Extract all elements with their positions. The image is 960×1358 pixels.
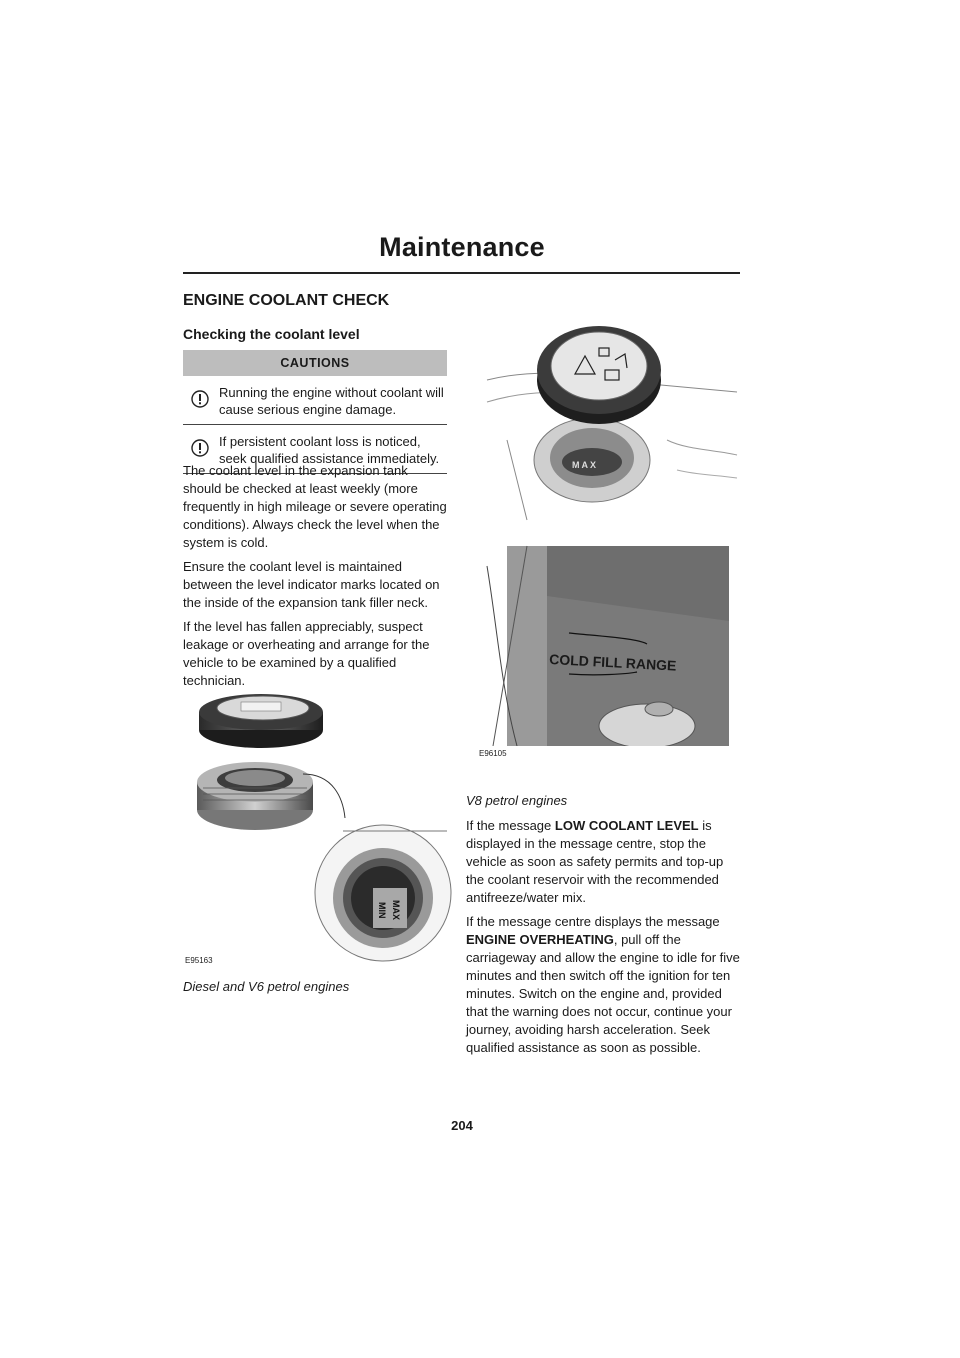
left-column-text (183, 462, 447, 696)
page-title: Maintenance (379, 232, 545, 262)
cautions-header: CAUTIONS (183, 350, 447, 376)
message-engine-overheating: ENGINE OVERHEATING (466, 932, 614, 947)
right-column-text (466, 792, 742, 1063)
paragraph: The coolant level in the expansion tank should be checked at least weekly (more frequently in high mileage or severe operating conditions). Always check the level when the system is cold. (183, 463, 447, 550)
caution-item (183, 376, 447, 425)
figure-id: E95163 (185, 956, 213, 965)
page-number: 204 (451, 1118, 473, 1133)
caution-icon (191, 390, 209, 408)
paragraph: Ensure the coolant level is maintained between the level indicator marks located on the inside of the expansion tank filler neck. (183, 559, 440, 610)
max-mark-label: MAX (572, 460, 598, 470)
cold-fill-range-label: COLD FILL RANGE (548, 651, 677, 674)
paragraph: If the level has fallen appreciably, suspect leakage or overheating and arrange for the vehicle to be examined by a qualified technician. (183, 619, 430, 688)
figure-caption: V8 petrol engines (466, 793, 568, 808)
coolant-cap-v8-illustration (487, 310, 737, 520)
caution-icon (191, 439, 209, 457)
title-divider (183, 272, 740, 274)
paragraph: If the message LOW COOLANT LEVEL is displayed in the message centre, stop the vehicle as soon as safety permits and top-up the coolant reservoir with the recommended antifreeze/water mix. (466, 818, 724, 905)
cold-fill-range-illustration (479, 546, 729, 758)
section-title: ENGINE COOLANT CHECK (183, 292, 390, 309)
figure-id: E96105 (479, 749, 507, 758)
max-mark-label: MAX (391, 900, 401, 920)
caution-text: If persistent coolant loss is noticed, seek qualified assistance immediately. (219, 434, 440, 466)
figure-caption: Diesel and V6 petrol engines (183, 979, 350, 994)
paragraph: If the message centre displays the message ENGINE OVERHEATING, pull off the carriageway and allow the engine to idle for five minutes and then switch off the ignition for ten minutes. Switch on the engine and, provided that the warning does not occur, continue your journey, avoiding harsh acceleration. Seek qualified assistance as soon as possible. (466, 914, 740, 1055)
subsection-title: Checking the coolant level (183, 326, 360, 342)
cautions-box (183, 350, 447, 474)
message-low-coolant-level: LOW COOLANT LEVEL (554, 818, 699, 833)
coolant-cap-diesel-illustration (183, 688, 447, 970)
caution-text: Running the engine without coolant will cause serious engine damage. (219, 385, 444, 417)
min-mark-label: MIN (377, 902, 387, 919)
